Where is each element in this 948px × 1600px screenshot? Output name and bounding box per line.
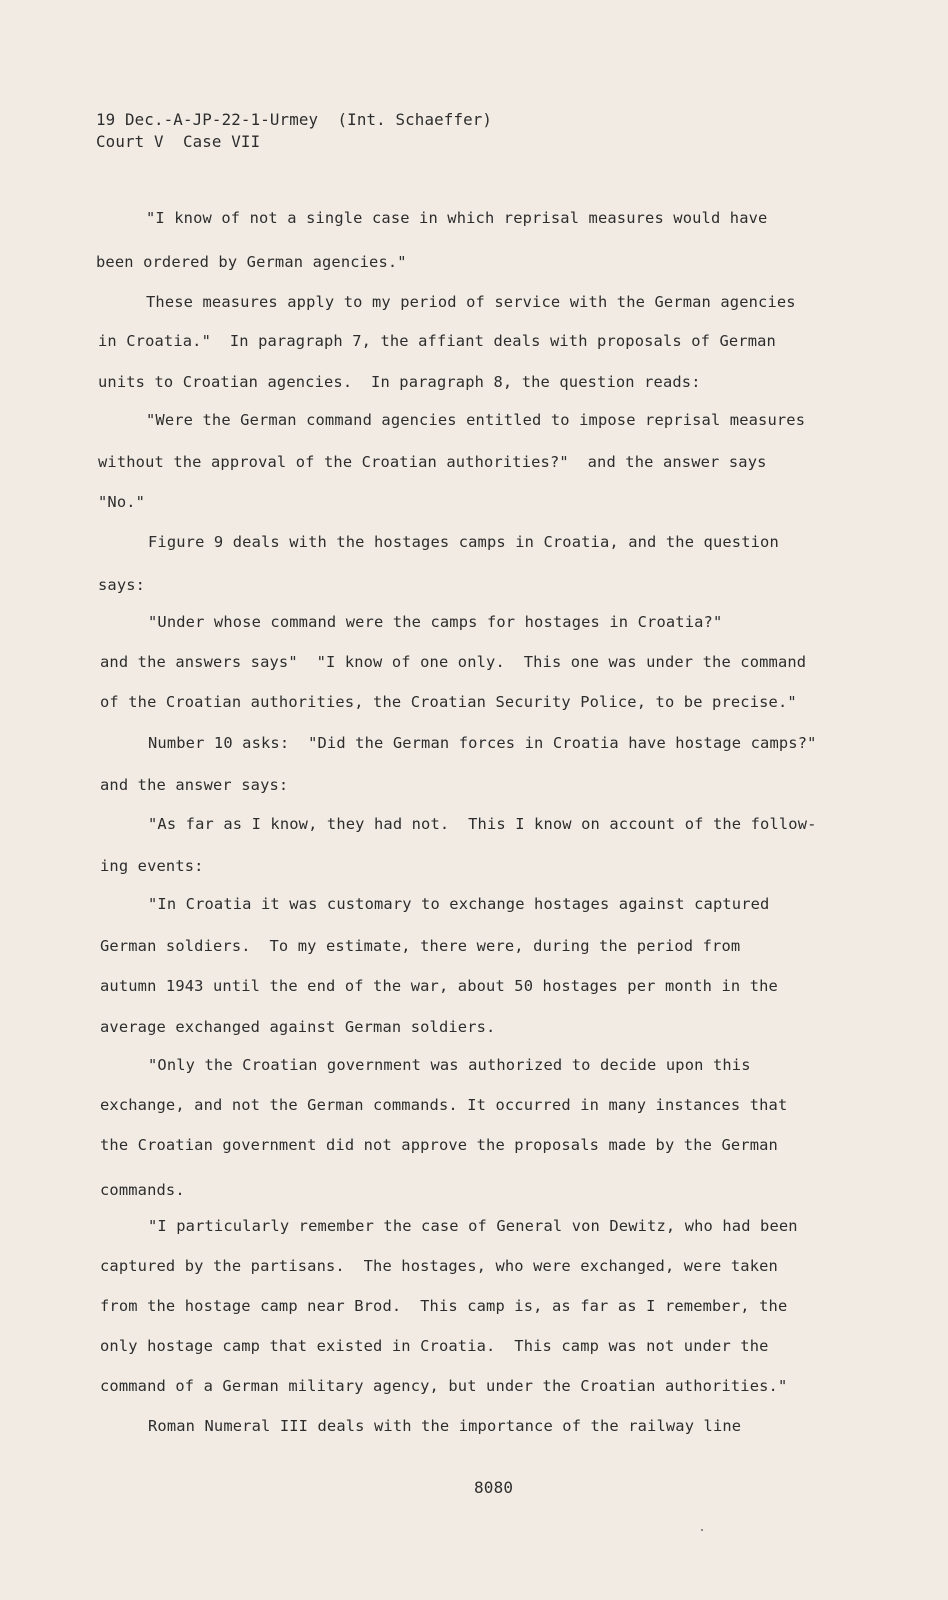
text-line: in Croatia." In paragraph 7, the affiant deals with proposals of German — [98, 332, 776, 350]
text-line: from the hostage camp near Brod. This camp is, as far as I remember, the — [100, 1297, 788, 1315]
text-line: and the answers says" "I know of one only. This one was under the command — [100, 653, 807, 671]
header-docket-line: 19 Dec.-A-JP-22-1-Urmey (Int. Schaeffer) — [96, 110, 493, 129]
header-court-line: Court V Case VII — [96, 132, 261, 151]
text-line: autumn 1943 until the end of the war, about 50 hostages per month in the — [100, 977, 778, 995]
text-line: "Were the German command agencies entitled to impose reprisal measures — [146, 411, 806, 429]
text-line: average exchanged against German soldiers. — [100, 1018, 496, 1036]
text-line: says: — [98, 576, 146, 594]
text-line: "No." — [98, 493, 146, 511]
text-line: ing events: — [100, 857, 204, 875]
text-line: of the Croatian authorities, the Croatian Security Police, to be precise." — [100, 693, 797, 711]
text-line: been ordered by German agencies." — [96, 253, 407, 271]
text-line: units to Croatian agencies. In paragraph 8, the question reads: — [98, 373, 701, 391]
text-line: the Croatian government did not approve the proposals made by the German — [100, 1136, 778, 1154]
text-line: Number 10 asks: "Did the German forces in Croatia have hostage camps?" — [148, 734, 817, 752]
text-line: Figure 9 deals with the hostages camps in Croatia, and the question — [148, 533, 779, 551]
text-line: These measures apply to my period of service with the German agencies — [146, 293, 796, 311]
text-line: "I know of not a single case in which reprisal measures would have — [146, 209, 768, 227]
text-line: captured by the partisans. The hostages, who were exchanged, were taken — [100, 1257, 778, 1275]
text-line: exchange, and not the German commands. It occurred in many instances that — [100, 1096, 788, 1114]
text-line: commands. — [100, 1181, 185, 1199]
text-line: only hostage camp that existed in Croatia. This camp was not under the — [100, 1337, 769, 1355]
text-line: "In Croatia it was customary to exchange hostages against captured — [148, 895, 770, 913]
text-line: German soldiers. To my estimate, there were, during the period from — [100, 937, 741, 955]
page-number: 8080 — [474, 1478, 514, 1497]
text-line: command of a German military agency, but under the Croatian authorities." — [100, 1377, 788, 1395]
text-line: "Only the Croatian government was authorized to decide upon this — [148, 1056, 751, 1074]
text-line: Roman Numeral III deals with the importance of the railway line — [148, 1417, 742, 1435]
text-line: without the approval of the Croatian authorities?" and the answer says — [98, 453, 767, 471]
paper-speck — [701, 1529, 703, 1531]
text-line: "Under whose command were the camps for hostages in Croatia?" — [148, 613, 723, 631]
text-line: "I particularly remember the case of General von Dewitz, who had been — [148, 1217, 798, 1235]
text-line: "As far as I know, they had not. This I know on account of the follow- — [148, 815, 817, 833]
text-line: and the answer says: — [100, 776, 289, 794]
